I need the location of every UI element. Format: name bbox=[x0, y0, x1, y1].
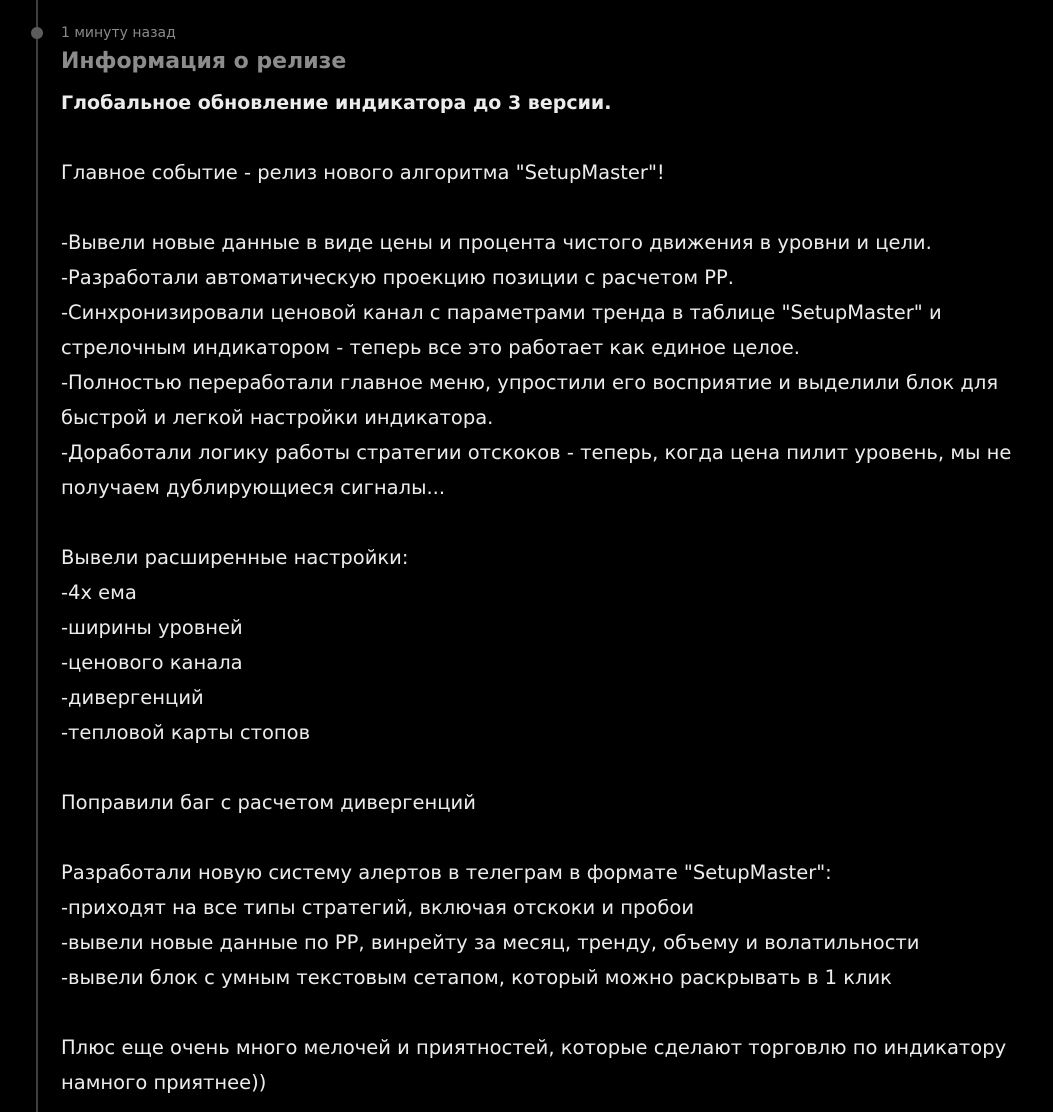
text-line: -Разработали автоматическую проекцию позиции с расчетом РР. bbox=[61, 266, 734, 289]
text-line: намного приятнее)) bbox=[61, 1071, 267, 1094]
text-line: получаем дублирующиеся сигналы... bbox=[61, 476, 446, 499]
text-line bbox=[61, 190, 1036, 225]
text-line: -ширины уровней bbox=[61, 616, 243, 639]
release-headline: Глобальное обновление индикатора до 3 версии. bbox=[61, 92, 612, 114]
text-line: -Полностью переработали главное меню, упростили его восприятие и выделили блок для bbox=[61, 371, 999, 394]
text-line: -Синхронизировали ценовой канал с параметрами тренда в таблице "SetupMaster" и bbox=[61, 301, 942, 324]
text-line: -Доработали логику работы стратегии отскоков - теперь, когда цена пилит уровень, мы не bbox=[61, 441, 1012, 464]
text-line: Плюс еще очень много мелочей и приятностей, которые сделают торговлю по индикатору bbox=[61, 1036, 1007, 1059]
text-line bbox=[61, 820, 1036, 855]
text-line: Поправили баг с расчетом дивергенций bbox=[61, 791, 476, 814]
text-line: Разработали новую систему алертов в телеграм в формате "SetupMaster": bbox=[61, 861, 832, 884]
text-line bbox=[61, 995, 1036, 1030]
text-line: стрелочным индикатором - теперь все это работает как единое целое. bbox=[61, 336, 800, 359]
section-title: Информация о релизе bbox=[61, 49, 347, 74]
timestamp: 1 минуту назад bbox=[61, 25, 176, 41]
text-line: -дивергенций bbox=[61, 686, 204, 709]
text-line: -ценового канала bbox=[61, 651, 243, 674]
text-line: -4х ема bbox=[61, 581, 137, 604]
text-line: -Вывели новые данные в виде цены и процента чистого движения в уровни и цели. bbox=[61, 231, 932, 254]
text-line: Вывели расширенные настройки: bbox=[61, 546, 409, 569]
text-line: -вывели новые данные по РР, винрейту за месяц, тренду, объему и волатильности bbox=[61, 931, 920, 954]
text-line: -вывели блок с умным текстовым сетапом, который можно раскрывать в 1 клик bbox=[61, 966, 892, 989]
text-line bbox=[61, 750, 1036, 785]
text-line: быстрой и легкой настройки индикатора. bbox=[61, 406, 494, 429]
text-line: -тепловой карты стопов bbox=[61, 721, 311, 744]
text-line: -приходят на все типы стратегий, включая отскоки и пробои bbox=[61, 896, 694, 919]
release-body bbox=[61, 155, 1036, 1100]
timeline-dot-icon bbox=[31, 27, 43, 39]
timeline-line bbox=[36, 0, 38, 1112]
text-line bbox=[61, 505, 1036, 540]
text-line: Главное событие - релиз нового алгоритма "SetupMaster"! bbox=[61, 161, 665, 184]
